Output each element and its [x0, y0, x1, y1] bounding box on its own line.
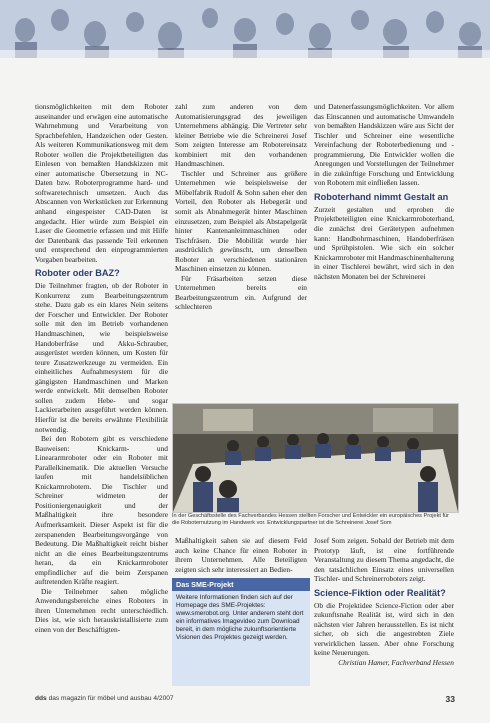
infobox-title: Das SME-Projekt	[172, 578, 310, 591]
header-photo-strip	[0, 0, 490, 58]
paragraph: Maßhaltigkeit sahen sie auf diesem Feld auch keine Chance für einen Roboter in ihrem Unternehmen. Alle Beteiligten zeigten sich sehr interessiert an Bedien-	[175, 536, 307, 574]
photo-caption: In der Geschäftsstelle des Fachverbandes Hessen stellten Forscher und Entwickler ein europäisches Projekt für die Roboternutzung im Handwerk vor. Entwicklungspartner ist die Schreinerei Josef Som	[172, 513, 450, 526]
magazine-tagline: das magazin für möbel und ausbau 4/2007	[48, 695, 174, 702]
article-page	[0, 58, 490, 723]
paragraph: Die Teilnehmer sahen mögliche Anwendungsbereiche eines Roboters in ihren Unternehmen recht unterschiedlich. Dies ist, wie sich herauskristallisierte zum einen von der Beschäftigten-	[35, 586, 168, 634]
magazine-brand: dds	[35, 695, 47, 702]
paragraph: Für Fräsarbeiten setzen diese Unternehmen bereits ein Bearbeitungszentrum ein. Aufgrund der schlechteren	[175, 273, 307, 312]
infobox-text: Weitere Informationen finden sich auf der Homepage des SME-Projektes: www.smerobot.org. Unter anderem steht dort ein informatives Imagevideo zum Download bereit, in dem mögliche zukunftsorientierte Visionen des Projektes gezeigt werden.	[176, 594, 304, 641]
text-column-3-lower	[314, 536, 454, 668]
paragraph: tionsmöglichkeiten mit dem Roboter auseinander und erwägen eine automatische Wahrnehmung und Verarbeitung von Sprachbefehlen, Handzeichen oder Gesten. Als weiteren Kommunikationsweg mit dem Roboter wollen die Projektbeteiligten das Einlesen von bemaßten Handskizzen mit einer automatische Übersetzung in NC-Daten bzw. Roboterprogramme hard- und softwaretechnisch umsetzen. Auch das Abscannen von Werkstücken zur Erkennung anhand eingespeister CAD-Daten ist angedacht. Hier würde zum Beispiel ein Laser die Geometrie erfassen und mit Hilfe der Datenbank das passende Teil erkennen und entsprechend den einprogrammierten Vorgaben bearbeiten.	[35, 102, 168, 264]
page-footer	[35, 695, 455, 702]
text-column-3	[314, 102, 454, 281]
section-heading: Roboter oder BAZ?	[35, 268, 120, 279]
meeting-photo	[172, 403, 459, 513]
paragraph: Bei den Robotern gibt es verschiedene Bauweisen: Knickarm- und Lineararmroboter oder ein Roboter mit Parallelkinematik. Die aktuellen Versuche laufen mit handelsüblichen Knickarmrobotern. Die Tischler und Schreiner widmeten der Positioniergenauigkeit und der Maßhaltigkeit ihre besondere Aufmerksamkeit. Dieser Aspekt ist für die zerspanenden Bearbeitungsvorgänge von Bedeutung. Die Maßhaltigkeit reicht bisher nicht an die eines Bearbeitungszentrums heran, da ein Knickarmroboter empfindlicher auf die beim Zerspanen auftretenden Kräfte reagiert.	[35, 434, 168, 587]
text-column-2	[175, 102, 307, 312]
paragraph: Ob die Projektidee Science-Fiction oder aber zukunftsnahe Realität ist, wird sich in den nächsten vier Jahren herausstellen. Es ist nicht sicher, ob sich die angestrebten Ziele verwirklichen lassen. Aber ohne Forschung keine Neuerungen.	[314, 600, 454, 658]
paragraph: und Datenerfassungsmöglichkeiten. Vor allem das Einscannen und automatische Umwandeln von bemaßten Handskizzen wäre aus Sicht der Tischler und Schreiner eine wesentliche Vereinfachung der Roboterbedienung und -programmierung. Die Entwickler wollen die Anregungen und Vorstellungen der Teilnehmer in die zukünftige Forschung und Entwicklung von Robotern mit einfließen lassen.	[314, 102, 454, 188]
section-heading: Roboterhand nimmt Gestalt an	[314, 191, 449, 202]
paragraph: Zurzeit gestalten und erproben die Projektbeteiligten eine Knickarmroboterhand, die zunächst drei Gerätetypen aufnehmen kann: Handbohrmaschinen, Handoberfräsen und Sprühpistolen. Wie sich ein solcher Knickarmroboter mit Handmaschinenhalterung in einer Tischlerei bewährt, wird sich in den nächsten Monaten bei der Schreinerei	[314, 204, 454, 281]
author-credit: Christian Hamer, Fachverband Hessen	[338, 658, 454, 668]
header-crowd-image	[0, 0, 490, 58]
paragraph: Tischler und Schreiner aus größere Unternehmen wie beispielsweise der Möbelfabrik Rudolf & Sohn sahen eher den Vorteil, den Roboter als Hebegerät und somit als Abnahmegerät hinter Maschinen einzusetzen, zum Beispiel als Abstapelgerät hinter Kantenanleimmaschinen oder Tischfräsen. Die Mobilität wurde hier ausdrücklich gewünscht, um denselben Roboter an verschiedenen stationären Maschinen einsetzen zu können.	[175, 168, 307, 274]
page-number: 33	[445, 694, 455, 704]
paragraph: Die Teilnehmer fragten, ob der Roboter in Konkurrenz zum Bearbeitungszentrum stehe. Dazu gab es ein klares Nein seitens der Forscher und Entwickler. Der Roboter solle mit den im Betrieb vorhandenen Handmaschinen, wie beispielsweise Handoberfräse und Akku-Schrauber, ausgerüstet werden können, um Kosten für teure Zusatzwerkzeuge zu vermeiden. Ein einheitliches Aufnahmesystem für die gängigsten Handmaschinen und Marken werde entwickelt. Mit demselben Roboter sollen zudem Hebe- und sogar Lackierarbeiten ausgeführt werden können. Hierfür ist die bereits erwähnte Flexibilität notwendig.	[35, 281, 168, 434]
paragraph: zahl zum anderen von dem Automatisierungsgrad des jeweiligen Unternehmens abhängig. Die Vertreter sehr kleiner Betriebe wie die Schreinerei Josef Som zeigten Interesse am Robotereinsatz kombiniert mit den vorhandenen Handmaschinen.	[175, 102, 307, 169]
meeting-room-image	[173, 404, 458, 512]
section-heading: Science-Fiktion oder Realität?	[314, 587, 446, 598]
paragraph: Josef Som zeigen. Sobald der Betrieb mit dem Prototyp läuft, ist eine fortführende Veranstaltung zu diesem Thema angedacht, die den tatsächlichen Einsatz eines universellen Tischler- und Schreinerroboters zeigt.	[314, 536, 454, 584]
text-column-2-lower	[175, 536, 307, 574]
sme-project-infobox	[172, 578, 310, 686]
text-column-1	[35, 102, 168, 635]
